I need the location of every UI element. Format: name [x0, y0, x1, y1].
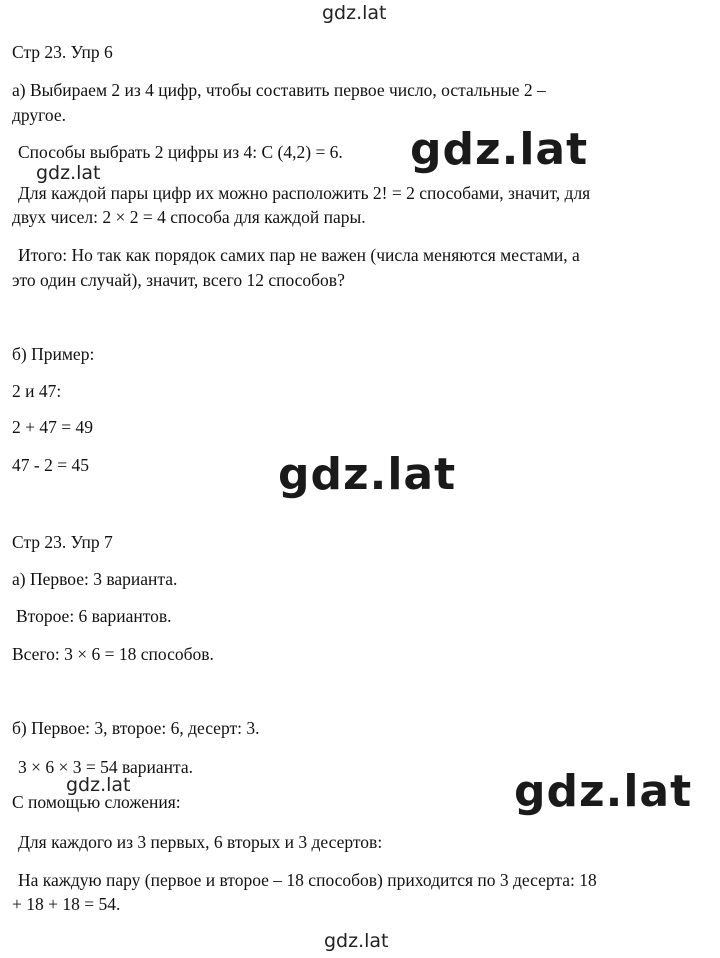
ex6-b-title: б) Пример: [12, 344, 95, 364]
watermark-big-3: gdz.lat [514, 766, 693, 817]
watermark-big-1: gdz.lat [410, 124, 589, 175]
ex6-b-sum: 2 + 47 = 49 [12, 417, 93, 437]
ex6-total-line2: это один случай), значит, всего 12 способов? [12, 270, 345, 290]
watermark-small-mid: gdz.lat [36, 162, 101, 184]
ex7-a-first: а) Первое: 3 варианта. [12, 569, 178, 589]
ex7-b-sum-title: С помощью сложения: [12, 792, 181, 812]
watermark-big-2: gdz.lat [278, 449, 457, 500]
ex6-b-diff: 47 - 2 = 45 [12, 455, 89, 475]
ex6-b-pair: 2 и 47: [12, 381, 62, 401]
ex6-a-line1: а) Выбираем 2 из 4 цифр, чтобы составить первое число, остальные 2 – [12, 80, 546, 100]
ex6-pair-line1: Для каждой пары цифр их можно расположить 2! = 2 способами, значит, для [18, 183, 591, 203]
ex7-heading: Стр 23. Упр 7 [12, 532, 113, 552]
watermark-bottom: gdz.lat [324, 930, 389, 952]
ex7-b-each: Для каждого из 3 первых, 6 вторых и 3 десертов: [18, 832, 383, 852]
ex6-ways: Способы выбрать 2 цифры из 4: C (4,2) = 6. [18, 142, 343, 162]
ex7-b-product: 3 × 6 × 3 = 54 варианта. [18, 757, 194, 777]
ex7-b-pair-line2: + 18 + 18 = 54. [12, 894, 121, 914]
watermark-top: gdz.lat [322, 2, 387, 24]
ex7-b-title: б) Первое: 3, второе: 6, десерт: 3. [12, 718, 260, 738]
ex6-total-line1: Итого: Но так как порядок самих пар не важен (числа меняются местами, а [18, 245, 580, 265]
watermark-small-low: gdz.lat [66, 774, 131, 796]
ex6-a-line2: другое. [12, 105, 67, 125]
ex7-b-pair-line1: На каждую пару (первое и второе – 18 способов) приходится по 3 десерта: 18 [18, 870, 597, 890]
ex7-a-total: Всего: 3 × 6 = 18 способов. [12, 644, 214, 664]
ex7-a-second: Второе: 6 вариантов. [16, 606, 172, 626]
ex6-heading: Стр 23. Упр 6 [12, 42, 113, 62]
ex6-pair-line2: двух чисел: 2 × 2 = 4 способа для каждой пары. [12, 207, 366, 227]
